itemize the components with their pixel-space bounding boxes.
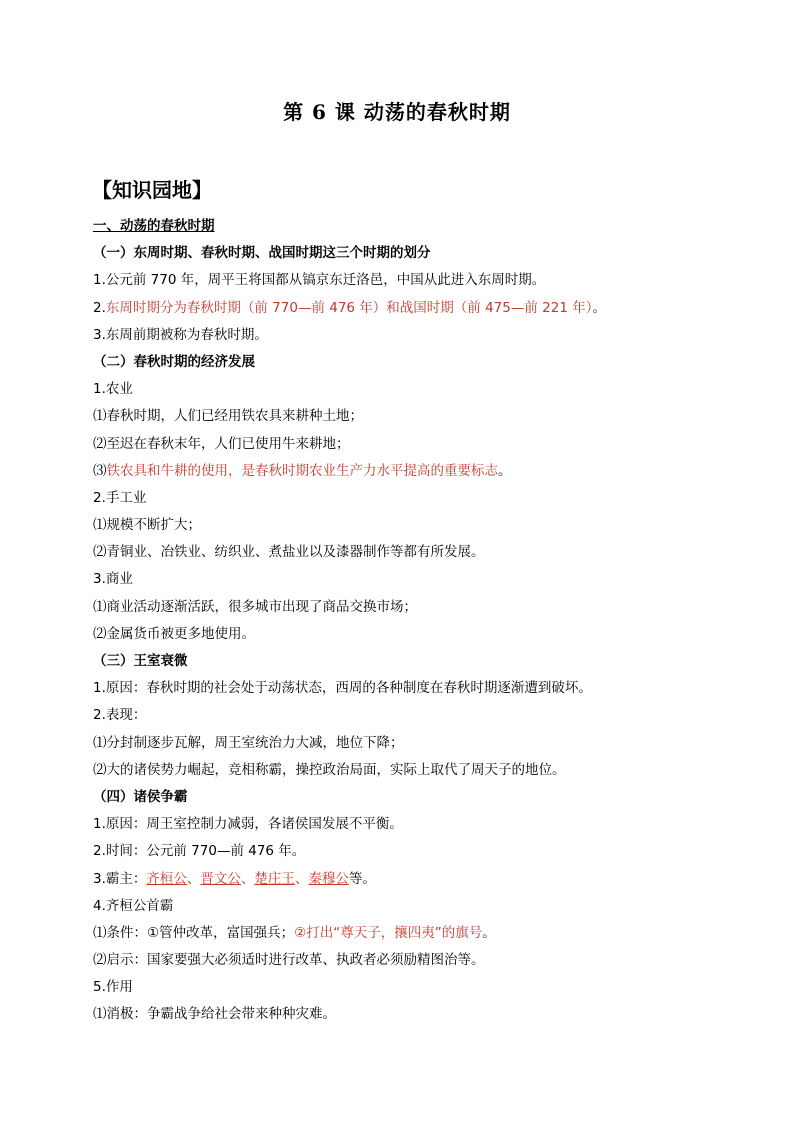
text-line [93,295,713,322]
text-line: ⑴商业活动逐渐活跃，很多城市出现了商品交换市场； [93,598,417,615]
content-body [93,213,713,1029]
text-line [93,458,713,485]
highlight-text: ②打出“尊天子，攘四夷”的旗号 [294,924,483,941]
text-line: 5.作用 [93,979,133,996]
text-line: ⑵青铜业、冶铁业、纺织业、煮盐业以及漆器制作等都有所发展。 [93,544,485,561]
text-span: 。 [592,299,606,316]
text-span: 。 [482,924,496,941]
text-line: ⑴春秋时期，人们已经用铁农具来耕种土地； [93,408,363,425]
text-line: ⑵大的诸侯势力崛起，竞相称霸，操控政治局面，实际上取代了周天子的地位。 [93,761,566,778]
hegemon-name: 齐桓公 [146,870,187,887]
text-line: 2.手工业 [93,489,147,506]
text-span: 3.霸主： [93,870,147,887]
separator: 、 [294,870,309,887]
separator: 、 [186,870,201,887]
hegemon-name: 秦穆公 [308,870,349,887]
text-span: 等。 [348,870,376,887]
text-span: ⑶ [93,462,107,479]
text-line: ⑵金属货币被更多地使用。 [93,625,255,642]
text-line: ⑴分封制逐步瓦解，周王室统治力大减，地位下降； [93,734,404,751]
hegemon-name: 晋文公 [200,870,241,887]
subheading-3: （三）王室衰微 [93,653,188,669]
hegemon-name: 楚庄王 [254,870,295,887]
text-line: 4.齐桓公首霸 [93,897,174,914]
heading-1: 一、动荡的春秋时期 [93,218,215,234]
text-span: 。 [498,462,512,479]
text-line: 1.原因：周王室控制力减弱，各诸侯国发展不平衡。 [93,816,403,833]
text-span: 2. [93,299,106,316]
text-span: ⑴条件：①管仲改革，富国强兵； [93,924,295,941]
text-line: ⑴规模不断扩大； [93,517,201,534]
text-line: 3.东周前期被称为春秋时期。 [93,326,268,343]
text-line: ⑴消极：争霸战争给社会带来种种灾难。 [93,1006,336,1023]
subheading-4: （四）诸侯争霸 [93,788,188,805]
separator: 、 [240,870,255,887]
text-line [93,866,713,893]
highlight-text: 铁农具和牛耕的使用，是春秋时期农业生产力水平提高的重要标志 [106,462,498,479]
text-line: 2.表现： [93,707,147,724]
text-line: 1.公元前 770 年，周平王将国都从镐京东迁洛邑，中国从此进入东周时期。 [93,272,546,289]
text-line: 1.农业 [93,381,133,398]
text-line: ⑵至迟在春秋末年，人们已使用牛来耕地； [93,435,350,452]
section-title: 【知识园地】 [92,178,212,202]
subheading-1: （一）东周时期、春秋时期、战国时期这三个时期的划分 [93,245,431,262]
text-line [93,920,713,947]
text-line: 2.时间：公元前 770—前 476 年。 [93,843,306,860]
highlight-text: 东周时期分为春秋时期（前 770—前 476 年）和战国时期（前 475—前 221 年） [105,299,593,316]
text-line: 1.原因：春秋时期的社会处于动荡状态，西周的各种制度在春秋时期逐渐遭到破坏。 [93,680,592,697]
text-line: ⑵启示：国家要强大必须适时进行改革、执政者必须励精图治等。 [93,952,485,969]
page-title: 第 6 课 动荡的春秋时期 [283,100,511,124]
subheading-2: （二）春秋时期的经济发展 [93,353,255,370]
text-line: 3.商业 [93,571,133,588]
